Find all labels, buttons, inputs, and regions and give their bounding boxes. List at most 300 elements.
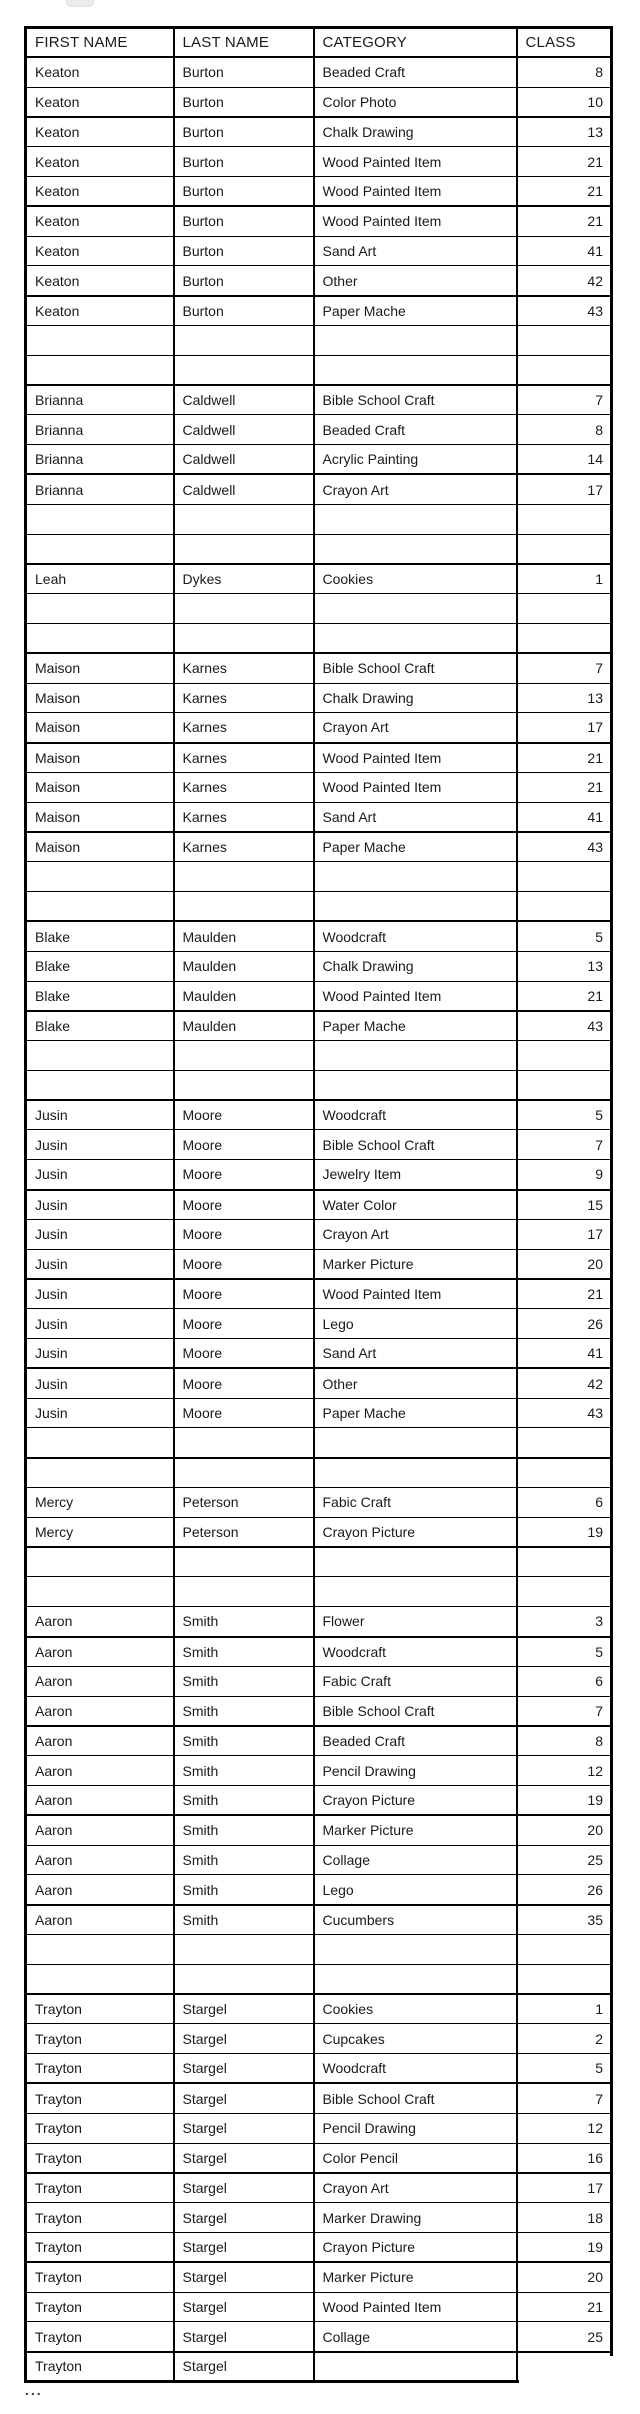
table-row [26,653,612,683]
first-name-cell: Trayton [26,2083,174,2113]
table-row [26,802,612,832]
first-name-cell: Jusin [26,1398,174,1428]
class-cell: 21 [517,1279,612,1309]
class-cell: 25 [517,1845,612,1875]
empty-row [26,623,612,653]
empty-row [26,862,612,892]
category-cell [314,1428,517,1458]
table-row [26,2322,612,2352]
category-cell [314,325,517,355]
class-cell: 7 [517,2083,612,2113]
class-cell: 12 [517,2113,612,2143]
empty-row [26,1070,612,1100]
category-cell: Marker Picture [314,2262,517,2292]
last-name-cell: Karnes [174,743,314,773]
first-name-cell: Maison [26,683,174,713]
table-row [26,57,612,87]
class-cell [517,325,612,355]
category-cell: Marker Picture [314,1249,517,1279]
last-name-cell: Burton [174,57,314,87]
category-cell: Woodcraft [314,2054,517,2084]
first-name-cell: Jusin [26,1190,174,1220]
first-name-cell: Blake [26,1011,174,1041]
table-row [26,564,612,594]
class-cell: 17 [517,474,612,504]
table-row [26,1756,612,1786]
last-name-cell: Smith [174,1815,314,1845]
last-name-cell: Maulden [174,1011,314,1041]
first-name-cell [26,1458,174,1488]
table-row [26,1368,612,1398]
first-name-cell [26,1428,174,1458]
table-row [26,87,612,117]
last-name-cell: Maulden [174,921,314,951]
category-cell: Wood Painted Item [314,206,517,236]
table-row [26,1309,612,1339]
last-name-cell: Karnes [174,713,314,743]
table-row [26,1815,612,1845]
last-name-cell: Moore [174,1219,314,1249]
table-row [26,1517,612,1547]
last-name-cell: Smith [174,1845,314,1875]
class-cell: 19 [517,1786,612,1816]
last-name-cell: Stargel [174,2083,314,2113]
class-cell: 5 [517,1637,612,1667]
first-name-cell [26,504,174,534]
category-cell: Chalk Drawing [314,683,517,713]
category-cell [314,1070,517,1100]
category-cell: Cookies [314,564,517,594]
table-row [26,683,612,713]
table-row [26,2113,612,2143]
last-name-cell [174,1070,314,1100]
last-name-cell: Smith [174,1905,314,1935]
table-row [26,1875,612,1905]
first-name-cell: Keaton [26,117,174,147]
class-cell: 17 [517,713,612,743]
class-cell: 7 [517,385,612,415]
empty-row [26,594,612,624]
table-row [26,236,612,266]
last-name-cell [174,534,314,564]
last-name-cell: Burton [174,266,314,296]
empty-row [26,1935,612,1965]
category-cell: Crayon Art [314,2173,517,2203]
category-cell: Paper Mache [314,1011,517,1041]
class-cell: 13 [517,117,612,147]
last-name-cell: Smith [174,1726,314,1756]
last-name-cell: Karnes [174,683,314,713]
first-name-cell: Trayton [26,1994,174,2024]
last-name-cell [174,355,314,385]
category-cell: Flower [314,1607,517,1637]
table-header [26,28,612,58]
category-cell: Pencil Drawing [314,1756,517,1786]
last-name-cell: Dykes [174,564,314,594]
category-cell: Other [314,1368,517,1398]
last-name-cell: Smith [174,1875,314,1905]
class-cell: 20 [517,2262,612,2292]
last-name-cell: Stargel [174,2262,314,2292]
class-cell: 21 [517,772,612,802]
category-cell [314,1458,517,1488]
category-cell: Bible School Craft [314,385,517,415]
class-cell: 10 [517,87,612,117]
table-row [26,951,612,981]
last-name-cell [174,1458,314,1488]
table-row [26,206,612,236]
category-cell: Collage [314,2322,517,2352]
header-row [26,28,612,58]
class-cell: 26 [517,1309,612,1339]
last-name-cell: Moore [174,1339,314,1369]
class-cell: 6 [517,1488,612,1518]
last-name-cell: Burton [174,296,314,326]
class-cell: 21 [517,176,612,206]
class-cell: 13 [517,951,612,981]
table-row [26,1905,612,1935]
table-row [26,176,612,206]
first-name-cell: Keaton [26,176,174,206]
last-name-cell [174,504,314,534]
first-name-cell: Jusin [26,1160,174,1190]
first-name-cell: Aaron [26,1815,174,1845]
class-cell: 8 [517,57,612,87]
first-name-cell: Trayton [26,2113,174,2143]
first-name-cell: Jusin [26,1368,174,1398]
last-name-cell [174,1428,314,1458]
category-cell: Cupcakes [314,2024,517,2054]
table-row [26,445,612,475]
category-cell: Wood Painted Item [314,176,517,206]
class-cell: 8 [517,1726,612,1756]
last-name-cell: Moore [174,1249,314,1279]
class-cell: 19 [517,1517,612,1547]
class-cell: 21 [517,2292,612,2322]
category-cell: Fabic Craft [314,1666,517,1696]
table-row [26,981,612,1011]
class-cell: 6 [517,1666,612,1696]
class-cell: 19 [517,2232,612,2262]
table-row [26,2203,612,2233]
last-name-cell: Karnes [174,832,314,862]
table-row [26,743,612,773]
last-name-cell: Peterson [174,1488,314,1518]
first-name-cell: Blake [26,951,174,981]
last-name-cell [174,325,314,355]
first-name-cell: Keaton [26,87,174,117]
last-name-cell: Burton [174,206,314,236]
table-row [26,1130,612,1160]
category-cell: Wood Painted Item [314,743,517,773]
table-row [26,1339,612,1369]
class-cell: 18 [517,2203,612,2233]
first-name-cell: Blake [26,921,174,951]
category-cell: Marker Picture [314,1815,517,1845]
last-name-cell: Moore [174,1309,314,1339]
class-cell: 5 [517,1100,612,1130]
first-name-cell: Jusin [26,1130,174,1160]
class-cell [517,534,612,564]
last-name-cell [174,1041,314,1071]
last-name-cell: Caldwell [174,445,314,475]
class-cell: 42 [517,266,612,296]
first-name-cell [26,892,174,922]
category-cell [314,623,517,653]
class-cell: 20 [517,1249,612,1279]
first-name-cell: Trayton [26,2352,174,2382]
class-cell: 41 [517,802,612,832]
empty-row [26,534,612,564]
category-cell: Collage [314,1845,517,1875]
first-name-cell [26,355,174,385]
first-name-cell: Maison [26,743,174,773]
first-name-cell: Mercy [26,1517,174,1547]
table-row [26,1219,612,1249]
header-last-name: LAST NAME [174,28,314,58]
class-cell: 3 [517,1607,612,1637]
category-cell: Bible School Craft [314,2083,517,2113]
class-cell: 1 [517,1994,612,2024]
last-name-cell: Caldwell [174,415,314,445]
first-name-cell: Maison [26,713,174,743]
first-name-cell: Jusin [26,1249,174,1279]
class-cell [517,1964,612,1994]
category-cell: Crayon Picture [314,1517,517,1547]
class-cell: 2 [517,2024,612,2054]
table-row [26,266,612,296]
table-row [26,147,612,177]
class-cell: 21 [517,981,612,1011]
last-name-cell: Moore [174,1100,314,1130]
table-row [26,1160,612,1190]
last-name-cell: Burton [174,117,314,147]
category-cell: Color Pencil [314,2143,517,2173]
category-cell: Cucumbers [314,1905,517,1935]
last-name-cell: Burton [174,147,314,177]
table-row [26,1488,612,1518]
first-name-cell: Trayton [26,2322,174,2352]
class-cell: 21 [517,743,612,773]
table-row [26,2054,612,2084]
last-name-cell: Smith [174,1637,314,1667]
empty-row [26,504,612,534]
category-cell: Beaded Craft [314,1726,517,1756]
first-name-cell: Keaton [26,266,174,296]
class-cell [517,1935,612,1965]
first-name-cell: Brianna [26,474,174,504]
first-name-cell [26,1935,174,1965]
category-cell: Beaded Craft [314,57,517,87]
category-cell: Crayon Picture [314,1786,517,1816]
first-name-cell: Jusin [26,1309,174,1339]
class-cell: 14 [517,445,612,475]
category-cell [314,355,517,385]
last-name-cell: Stargel [174,2203,314,2233]
category-cell: Marker Drawing [314,2203,517,2233]
class-cell [517,1577,612,1607]
first-name-cell: Maison [26,802,174,832]
class-cell: 43 [517,296,612,326]
first-name-cell: Aaron [26,1637,174,1667]
category-cell: Woodcraft [314,921,517,951]
first-name-cell [26,1547,174,1577]
last-name-cell: Caldwell [174,474,314,504]
category-cell: Other [314,266,517,296]
category-cell: Crayon Picture [314,2232,517,2262]
last-name-cell: Smith [174,1786,314,1816]
table-row [26,385,612,415]
first-name-cell: Aaron [26,1786,174,1816]
table-row [26,1607,612,1637]
last-name-cell [174,892,314,922]
class-cell: 43 [517,1398,612,1428]
clipped-icon-artifact [66,0,94,7]
last-name-cell: Peterson [174,1517,314,1547]
class-cell: 26 [517,1875,612,1905]
category-cell: Paper Mache [314,832,517,862]
class-cell: 7 [517,653,612,683]
first-name-cell: Aaron [26,1905,174,1935]
table-row [26,1398,612,1428]
class-cell: 17 [517,1219,612,1249]
class-cell: 7 [517,1696,612,1726]
category-cell: Wood Painted Item [314,147,517,177]
category-cell [314,1041,517,1071]
category-cell [314,1547,517,1577]
class-cell [517,1458,612,1488]
table-row [26,1726,612,1756]
empty-row [26,1547,612,1577]
table-row [26,2173,612,2203]
last-name-cell [174,1964,314,1994]
table-row [26,772,612,802]
class-cell [517,892,612,922]
first-name-cell: Aaron [26,1726,174,1756]
class-cell: 41 [517,236,612,266]
last-name-cell: Moore [174,1160,314,1190]
first-name-cell: Keaton [26,57,174,87]
last-name-cell: Stargel [174,1994,314,2024]
first-name-cell: Leah [26,564,174,594]
empty-row [26,1964,612,1994]
category-cell: Color Photo [314,87,517,117]
category-cell [314,1964,517,1994]
category-cell: Bible School Craft [314,653,517,683]
class-cell: 43 [517,832,612,862]
class-cell: 5 [517,921,612,951]
class-cell [517,504,612,534]
entries-table [24,26,613,2383]
last-name-cell [174,1577,314,1607]
class-cell: 21 [517,147,612,177]
first-name-cell: Trayton [26,2054,174,2084]
last-name-cell: Moore [174,1279,314,1309]
last-name-cell: Stargel [174,2352,314,2382]
table-row [26,117,612,147]
category-cell: Woodcraft [314,1100,517,1130]
empty-row [26,1041,612,1071]
table-row [26,415,612,445]
last-name-cell: Moore [174,1368,314,1398]
first-name-cell: Brianna [26,445,174,475]
class-cell: 43 [517,1011,612,1041]
class-cell: 9 [517,1160,612,1190]
empty-row [26,1428,612,1458]
first-name-cell: Mercy [26,1488,174,1518]
first-name-cell: Keaton [26,206,174,236]
table-row [26,1845,612,1875]
first-name-cell: Keaton [26,147,174,177]
class-cell: 17 [517,2173,612,2203]
category-cell [314,504,517,534]
category-cell: Beaded Craft [314,415,517,445]
category-cell [314,1935,517,1965]
category-cell [314,534,517,564]
first-name-cell: Jusin [26,1279,174,1309]
category-cell: Chalk Drawing [314,117,517,147]
last-name-cell [174,623,314,653]
last-name-cell: Stargel [174,2143,314,2173]
last-name-cell: Stargel [174,2024,314,2054]
table-body [26,57,612,2381]
category-cell: Jewelry Item [314,1160,517,1190]
last-name-cell: Burton [174,236,314,266]
category-cell: Sand Art [314,802,517,832]
class-cell: 21 [517,206,612,236]
class-cell: 13 [517,683,612,713]
table-row [26,1249,612,1279]
last-name-cell: Karnes [174,802,314,832]
class-cell: 8 [517,415,612,445]
header-first-name: FIRST NAME [26,28,174,58]
class-cell: 25 [517,2322,612,2352]
class-cell: 7 [517,1130,612,1160]
first-name-cell: Maison [26,772,174,802]
table-row [26,296,612,326]
first-name-cell: Trayton [26,2143,174,2173]
table-row [26,1637,612,1667]
last-name-cell [174,1547,314,1577]
category-cell: Chalk Drawing [314,951,517,981]
category-cell: Crayon Art [314,474,517,504]
last-name-cell: Stargel [174,2292,314,2322]
last-name-cell: Moore [174,1130,314,1160]
category-cell: Paper Mache [314,296,517,326]
last-name-cell [174,862,314,892]
last-name-cell: Smith [174,1756,314,1786]
first-name-cell: Blake [26,981,174,1011]
last-name-cell [174,1935,314,1965]
first-name-cell: Aaron [26,1845,174,1875]
category-cell: Bible School Craft [314,1696,517,1726]
category-cell: Wood Painted Item [314,2292,517,2322]
class-cell [517,1428,612,1458]
category-cell: Fabic Craft [314,1488,517,1518]
empty-row [26,325,612,355]
table-row [26,832,612,862]
class-cell [517,355,612,385]
first-name-cell: Brianna [26,415,174,445]
first-name-cell [26,1577,174,1607]
table-row [26,921,612,951]
table-row [26,1696,612,1726]
first-name-cell: Trayton [26,2173,174,2203]
class-cell [517,862,612,892]
table-row [26,1011,612,1041]
category-cell [314,2352,517,2382]
first-name-cell: Jusin [26,1339,174,1369]
